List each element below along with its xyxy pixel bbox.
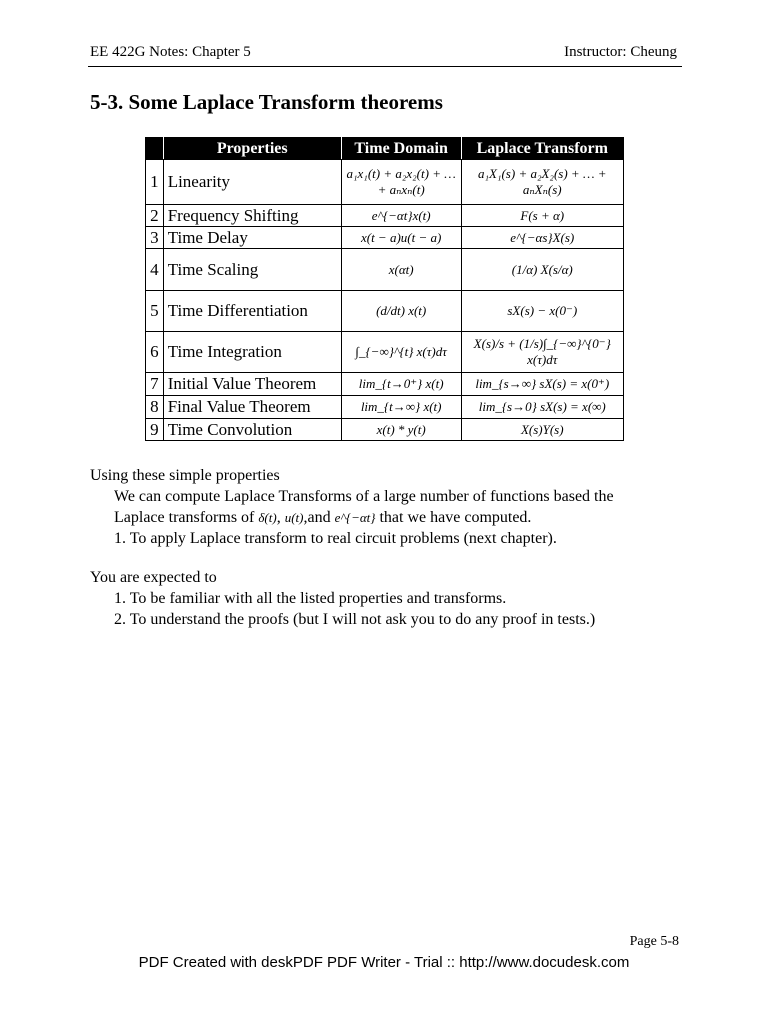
row-laplace: a₁X₁(s) + a₂X₂(s) + … + aₙXₙ(s): [461, 160, 623, 205]
table-row: [146, 227, 624, 249]
expect-line: You are expected to: [90, 569, 217, 586]
row-laplace: F(s + α): [461, 205, 623, 227]
paragraph-line: We can compute Laplace Transforms of a large number of functions based the: [114, 488, 614, 505]
row-time: lim_{t→∞} x(t): [341, 396, 461, 419]
row-laplace: sX(s) − x(0⁻): [461, 291, 623, 332]
row-index: 7: [146, 373, 164, 396]
row-property: Time Delay: [163, 227, 341, 249]
section-title: 5-3. Some Laplace Transform theorems: [90, 90, 443, 114]
list-item: 1. To apply Laplace transform to real circuit problems (next chapter).: [114, 530, 557, 547]
row-index: 4: [146, 249, 164, 291]
row-index: 2: [146, 205, 164, 227]
row-index: 9: [146, 419, 164, 441]
row-time: (d/dt) x(t): [341, 291, 461, 332]
table-row: [146, 249, 624, 291]
row-property: Time Integration: [163, 332, 341, 373]
row-time: e^{−αt}x(t): [341, 205, 461, 227]
table-row: [146, 291, 624, 332]
row-property: Time Differentiation: [163, 291, 341, 332]
header-left: EE 422G Notes: Chapter 5: [90, 44, 251, 60]
table-row: [146, 419, 624, 441]
table-row: [146, 332, 624, 373]
row-property: Time Convolution: [163, 419, 341, 441]
row-laplace: lim_{s→0} sX(s) = x(∞): [461, 396, 623, 419]
line3-prefix: Laplace transforms of: [114, 509, 255, 526]
delta-symbol: δ(t): [258, 510, 277, 525]
separator: ,: [276, 509, 281, 526]
properties-table: [145, 137, 624, 441]
header-rule: [88, 66, 682, 67]
row-index: 8: [146, 396, 164, 419]
row-time: x(t) * y(t): [341, 419, 461, 441]
row-time: lim_{t→0⁺} x(t): [341, 373, 461, 396]
table-header-row: [146, 138, 624, 160]
row-property: Initial Value Theorem: [163, 373, 341, 396]
table-row: [146, 205, 624, 227]
list-item: 2. To understand the proofs (but I will not ask you to do any proof in tests.): [114, 611, 596, 628]
row-laplace: X(s)/s + (1/s)∫_{−∞}^{0⁻} x(τ)dτ: [461, 332, 623, 373]
row-property: Time Scaling: [163, 249, 341, 291]
unit-step-symbol: u(t): [284, 510, 304, 525]
spacer: [90, 549, 690, 567]
page-number: Page 5-8: [629, 934, 679, 949]
row-index: 5: [146, 291, 164, 332]
row-time: a₁x₁(t) + a₂x₂(t) + … + aₙxₙ(t): [341, 160, 461, 205]
row-index: 6: [146, 332, 164, 373]
table-row: [146, 373, 624, 396]
header-index: [146, 138, 164, 160]
table-row: [146, 396, 624, 419]
header-laplace: Laplace Transform: [461, 138, 623, 160]
row-time: ∫_{−∞}^{t} x(τ)dτ: [341, 332, 461, 373]
row-time: x(αt): [341, 249, 461, 291]
row-index: 1: [146, 160, 164, 205]
header-right: Instructor: Cheung: [564, 44, 677, 60]
header-properties: Properties: [163, 138, 341, 160]
row-time: x(t − a)u(t − a): [341, 227, 461, 249]
table-row: [146, 160, 624, 205]
line3-suffix: that we have computed.: [379, 509, 532, 526]
row-index: 3: [146, 227, 164, 249]
row-property: Frequency Shifting: [163, 205, 341, 227]
row-property: Linearity: [163, 160, 341, 205]
row-laplace: X(s)Y(s): [461, 419, 623, 441]
and-text: ,and: [303, 509, 331, 526]
body-text: [90, 465, 690, 630]
exponential-symbol: e^{−αt}: [334, 510, 376, 525]
row-laplace: lim_{s→∞} sX(s) = x(0⁺): [461, 373, 623, 396]
list-item: 1. To be familiar with all the listed properties and transforms.: [114, 590, 507, 607]
row-laplace: (1/α) X(s/α): [461, 249, 623, 291]
paragraph-line: [90, 507, 690, 528]
row-laplace: e^{−αs}X(s): [461, 227, 623, 249]
intro-line: Using these simple properties: [90, 467, 280, 484]
footer-watermark: PDF Created with deskPDF PDF Writer - Trial :: http://www.docudesk.com: [138, 954, 630, 971]
header-time-domain: Time Domain: [341, 138, 461, 160]
row-property: Final Value Theorem: [163, 396, 341, 419]
